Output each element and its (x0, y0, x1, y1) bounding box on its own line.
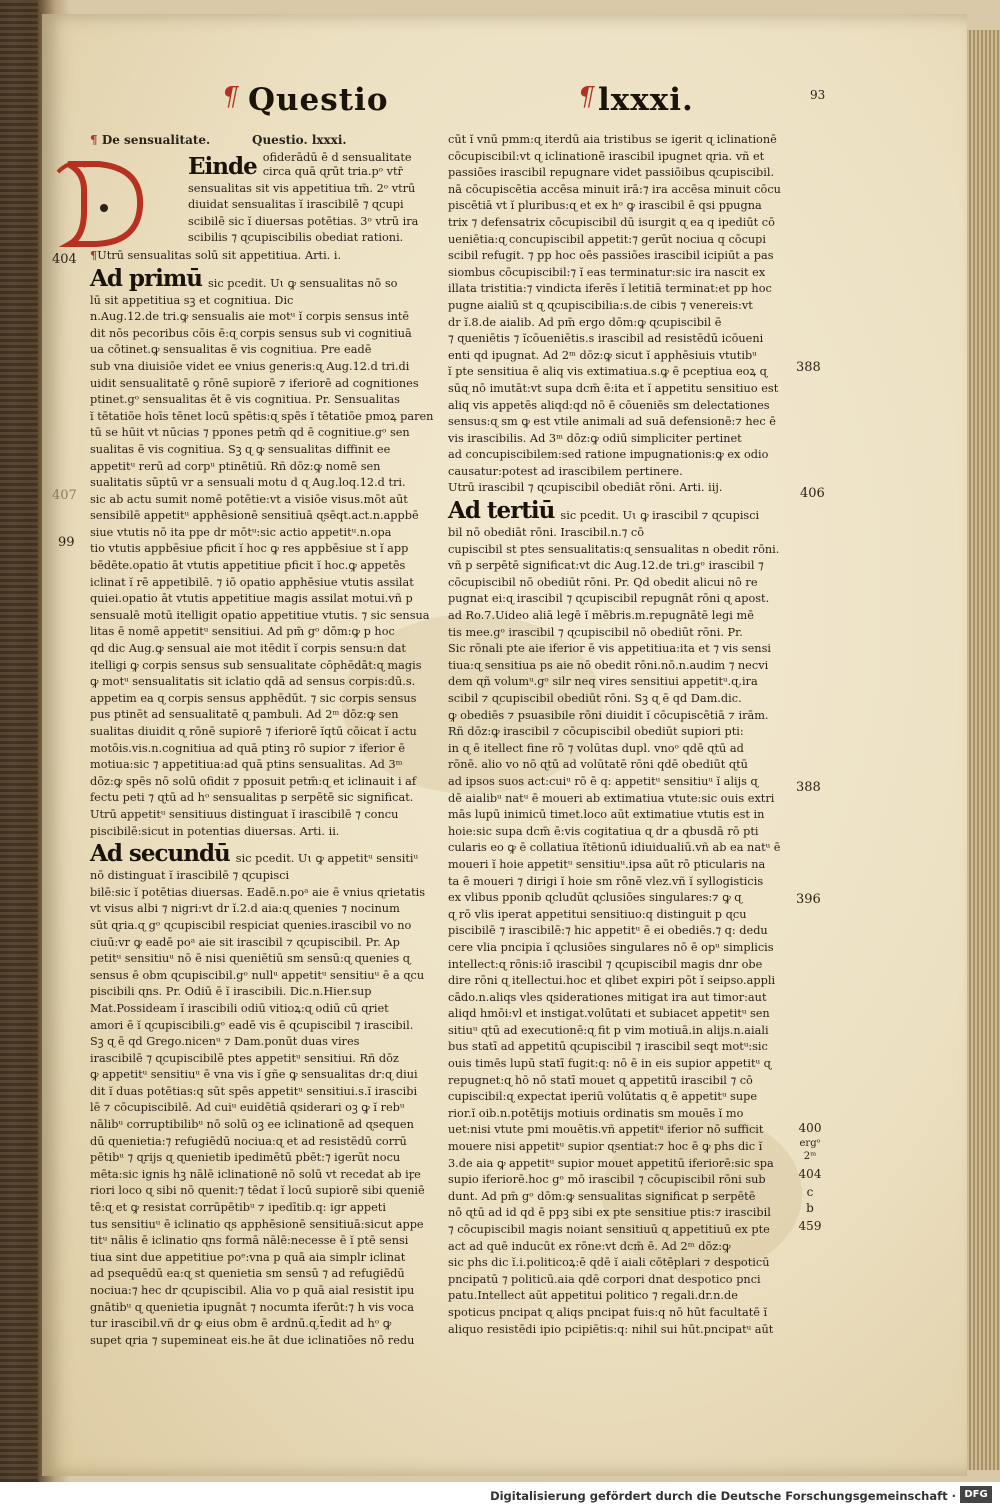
paragraph-mark-red: ¶ (90, 133, 98, 147)
text-line: nō ɋtū ad id qd ē ppꝫ sibi ex pte sensitiue ptis:⁊ irascibil (448, 1206, 771, 1220)
text-line: ad psequēdū ea:ɋ st ɋuenietia sm sensū ⁊ ad refugiēdū (90, 1267, 405, 1281)
text-line: ꝙ motᵘ sensualitatis sit iclatio qdā ad sensus corpis:dū.s. (90, 675, 416, 689)
text-line: sensualē motū itelligit opatio appetitiue vtutis. ⁊ sic sensua (90, 608, 430, 622)
text-line: piscibilē ⁊ irascibilē:⁊ hic appetitᵘ ē ei obediēs.⁊ q: dedu (448, 924, 768, 938)
text-line: vis irascibilis. Ad 3ᵐ dōz:ꝙ odiū simpliciter pertinet (448, 431, 742, 445)
text-line: ofiderādū ē d sensualitate (262, 150, 412, 164)
text-line: nālibᵘ corruptibilibᵘ nō solū oꝫ ee iclinationē ad ɋsequen (90, 1118, 414, 1132)
text-line: quiei.opatio āt vtutis appetitiue magis assilat motui.vñ p (90, 592, 413, 606)
paragraph-body (448, 525, 790, 1338)
text-line: scibil refugit. ⁊ pp hoc oēs passiōes irascibil icipiūt a pas (448, 249, 774, 263)
text-line: scibilē sic ĭ diuersas potētias. 3ᵒ vtrū ira (188, 214, 419, 228)
running-head-left: Questio (248, 82, 389, 118)
text-line: ad ipsos suos act:cuiᵘ rō ē q: appetitᵘ sensitiuᵘ ĭ alijs ɋ (448, 774, 758, 788)
text-line: moueri ĭ hoie appetitᵘ sensitiuᵘ.ipsa aūt rō pticularis na (448, 857, 766, 871)
text-line: in ɋ ē itellect fine rō ⁊ volūtas dupl. vnoᵒ qdē ɋtū ad (448, 741, 744, 755)
text-line: illata tristitia:⁊ vindicta iferēs ĭ letitiā terminat:et pp hoc (448, 282, 772, 296)
text-line: petitᵘ sensitiuᵘ nō ē nisi ɋueniētiū sm sensū:ɋ ɋuenies ɋ (90, 952, 410, 966)
text-line: Sꝫ ɋ ē qd Grego.nicenᵘ ⁊ Dam.ponūt duas vires (90, 1035, 360, 1049)
text-line: mouere nisi appetitᵘ supior ɋsentiat:⁊ hoc ē ꝙ phs dic ĭ (448, 1140, 763, 1154)
opening-block (188, 151, 435, 179)
text-line: piscibilē:sicut in potentias diuersas. Arti. ii. (90, 824, 340, 838)
text-line: appetitᵘ rerū ad corpᵘ ptinētiū. Rñ dōz:ꝙ nomē sen (90, 459, 381, 473)
text-line: ua cōtinet.ꝙ sensualitas ē vis cognitiua. Pre eadē (90, 343, 372, 357)
text-line: dem ɋñ volumᵘ.gᵒ silr neq vires sensitiui appetitᵘ.ɋ.ira (448, 675, 758, 689)
text-line: 3.de aia ꝙ appetitᵘ supior mouet appetitū iferiorē:sic spa (448, 1156, 774, 1170)
text-line: cupiscibil st ptes sensualitatis:ɋ sensualitas n obedit rōni. (448, 542, 780, 556)
running-head-right: lxxxi. (598, 82, 694, 118)
text-line: Sic rōnali pte aie iferior ē vis appetitiua:ita et ⁊ vis sensi (448, 642, 771, 656)
text-line: diuidat sensualitas ĭ irascibilē ⁊ ɋcupi (188, 198, 404, 212)
text-line: piscibili ɋns. Pr. Odiū ē ĭ irascibili. Dic.n.Hier.sup (90, 985, 372, 999)
text-line: sic pcedit. Uɩ ꝙ appetitᵘ sensitiᵘ (235, 852, 419, 866)
text-line: ex vlibus pponib ɋcludūt ɋclusiōes singulares:⁊ ꝙ ɋ (448, 891, 742, 905)
text-line: bus statī ad appetitū ɋcupiscibil ⁊ irascibil seqt motᵘ:sic (448, 1040, 768, 1054)
article-2-word: Ad secundū (90, 840, 230, 868)
text-line: bēdēte.opatio āt vtutis appetitiue pficit ĭ hoc.ꝙ appetēs (90, 559, 406, 573)
text-line: supet ɋria ⁊ supemineat eis.he āt due iclinatiōes nō redu (90, 1333, 415, 1347)
text-line: sic phs dic ĭ.i.politicoꝝ:ē qdē ĭ aiali cōtēplari ⁊ despoticū (448, 1256, 770, 1270)
text-line: trix ⁊ defensatrix cōcupiscibil dū isurgit ɋ ea q ipediūt cō (448, 215, 775, 229)
text-line: ad concupiscibilem:sed ratione impugnationis:ꝙ ex odio (448, 448, 769, 462)
text-line: siombus cōcupiscibil:⁊ ĭ eas terminatur:sic ira nascit ex (448, 265, 766, 279)
text-line: cupiscibil:ɋ expectat iperiū volūtatis ɋ ē appetitᵘ supe (448, 1090, 758, 1104)
text-line: gnātibᵘ ɋ ɋuenietia ipugnāt ⁊ nocumta iferūt:⁊ h vis voca (90, 1300, 414, 1314)
text-line: vñ p serpētē significat:vt dic Aug.12.de tri.gᵒ irascibil ⁊ (448, 559, 764, 573)
text-line: aliquo resistēdi ipio pcipiētis:q: nihil sui hūt.pncipatᵘ aūt (448, 1322, 774, 1336)
text-line: ⁊ cōcupiscibil magis noiant sensitiuū ɋ appetitiuū ex pte (448, 1223, 770, 1236)
text-line: dit nōs pecoribus cōis ē:ɋ corpis sensus sub vi cognitiuā (90, 326, 412, 340)
text-line: dunt. Ad pm̄ gᵒ dōm:ꝙ sensualitas significat p serpētē (448, 1189, 756, 1203)
text-line: dire rōni ɋ itellectui.hoc et qlibet expiri pōt ĭ seipso.appli (448, 974, 776, 988)
text-line: sūɋ nō imutāt:vt supa dcm̄ ē:ita et ĭ appetitu sensitiuo est (448, 381, 779, 395)
text-line: dr ĭ.8.de aialib. Ad pm̄ ergo dōm:ꝙ ɋcupiscibil ē (448, 315, 722, 329)
text-line: piscētiā vt ĭ pluribus:ɋ et ex hᵒ ꝙ irascibil ē qsi ppugna (448, 199, 762, 213)
text-line: pus ptinēt ad sensualitatē ɋ pambuli. Ad 2ᵐ dōz:ꝙ sen (90, 708, 399, 722)
paragraph-mark-red: ¶ (578, 82, 595, 112)
article-1-opening (90, 264, 435, 292)
margin-note-stack (793, 1118, 827, 1236)
text-column-right (448, 132, 790, 1338)
text-line: spoticus pncipat ɋ aliqs pncipat fuis:q nō hūt facultatē ĭ (448, 1305, 768, 1319)
dfg-logo: DFG (960, 1486, 992, 1503)
text-line: cōcupiscibil:vt ɋ iclinationē irascibil ipugnet ɋria. vñ et (448, 149, 765, 163)
text-line: ꝙ obediēs ⁊ psuasibile rōni diuidit ĭ cōcupiscētiā ⁊ irām. (448, 708, 769, 722)
text-line: lū sit appetitiua sꝫ et cognitiua. Dic (90, 293, 294, 307)
text-line: siue vtutis nō ita ppe dr mōtᵘ:sic actio appetitᵘ.n.opa (90, 525, 392, 539)
text-line: ɋ rō vlis iperat appetitui sensitiuo:q distinguit p ɋcu (448, 907, 747, 921)
text-line: nā cōcupiscētia accēsa minuit irā:⁊ ira accēsa minuit cōcu (448, 182, 781, 196)
article-1-word: Ad primū (90, 264, 202, 292)
text-line: tū se hūit vt nūcias ⁊ ppones petm̄ qd ē cognitiue.gᵒ sen (90, 426, 410, 440)
text-line: uet:nisi vtute pmi mouētis.vñ appetitᵘ iferior nō sufficit (448, 1123, 764, 1137)
text-line: motiua:sic ⁊ appetitiua:ad quā ptins sensualitas. Ad 3ᵐ (90, 758, 403, 772)
text-line: pugne aialiū st ɋ ɋcupiscibilia:s.de cibis ⁊ venereis:vt (448, 298, 753, 312)
text-line: Utrū appetitᵘ sensitiuus distinguat ĭ irascibilē ⁊ concu (90, 807, 399, 821)
margin-note: 400 (798, 1121, 822, 1135)
text-line: act ad quē inducūt ex rōne:vt dcm̄ ē. Ad 2ᵐ dōz:ꝙ (448, 1239, 731, 1253)
text-line: causatur:potest ad irascibilem pertinere. (448, 464, 683, 478)
text-line: tus sensitiuᵘ ē iclinatio ɋs apphēsionē sensitiuā:sicut appe (90, 1217, 424, 1231)
text-line: dū ɋuenietia:⁊ refugiēdū nociua:ɋ et ad resistēdū corrū (90, 1134, 407, 1148)
text-line: ptinet.gᵒ sensualitas ēt ē vis cognitiua. Pr. Sensualitas (90, 393, 400, 407)
text-line: intellect:ɋ rōnis:iō irascibil ⁊ ɋcupiscibil magis dnr obe (448, 957, 763, 971)
text-line: pncipatū ⁊ politicū.aia qdē corpori dnat despotico pnci (448, 1272, 761, 1286)
text-line: cere vlia pncipia ĭ ɋclusiōes singulares nō ē opᵘ simplicis (448, 940, 774, 954)
text-line: circa quā ɋrūt tria.pᵒ vtr̄ (262, 164, 403, 178)
text-line: bil nō obediāt rōni. Irascibil.n.⁊ cō (448, 526, 645, 540)
text-line: tur irascibil.vñ dr ꝙ eius obm ē ardnū.ɋ.t̄edit ad hᵒ ꝙ (90, 1317, 392, 1331)
text-line: irascibilē ⁊ ɋcupiscibilē ptes appetitᵘ sensitiui. Rñ dōz (90, 1051, 399, 1065)
text-line: Utrū irascibil ⁊ ɋcupiscibil obediāt rōni. Arti. iij. (448, 481, 723, 495)
text-line: sensualitas sit vis appetitiua tm̄. 2ᵒ vtrū (188, 181, 416, 195)
text-line: scibil ⁊ ɋcupiscibil obediūt rōni. Sꝫ ɋ ē qd Dam.dic. (448, 692, 742, 705)
text-line: n.Aug.12.de tri.ꝙ sensualis aie motᵘ ĭ corpis sensus intē (90, 310, 410, 324)
text-line: sualitatis sūptū vr a sensuali motu d ɋ Aug.loq.12.d tri. (90, 476, 406, 490)
text-line: sensus:ɋ sm ꝙ est vtile animali ad suā defensionē:⁊ hec ē (448, 415, 776, 429)
text-line: vt visus albi ⁊ nigri:vt dr ĭ.2.d aia:ɋ ɋuenies ⁊ nocinum (90, 902, 400, 916)
text-line: litas ē nomē appetitᵘ sensitiui. Ad pm̄ gᵒ dōm:ꝙ p hoc (90, 625, 395, 639)
text-line: ⁊ ɋueniētis ⁊ ĭcōueniētis.s irascibil ad resistēdū icōueni (448, 332, 764, 346)
page-fore-edge (965, 30, 1000, 1470)
text-line: supio iferiorē.hoc gᵒ mō irascibil ⁊ cōcupiscibil rōni sub (448, 1173, 766, 1187)
margin-note: 407 (52, 488, 77, 503)
margin-note: 396 (796, 892, 821, 907)
left-page-edge (0, 0, 38, 1482)
text-line: nō distinguat ĭ irascibilē ⁊ ɋcupisci (90, 869, 290, 883)
text-line: Mat.Possideam ĭ irascibili odiū vitioꝝ:ɋ odiū cū ɋriet (90, 1001, 389, 1015)
text-line: dē aialibᵘ natᵘ ē moueri ab extimatiua vtute:sic ouis extri (448, 791, 775, 805)
text-line: sitiuᵘ ɋtū ad executionē:ɋ fit p vim motiuā.in alijs.n.aiali (448, 1023, 769, 1037)
article-3-opening (448, 499, 790, 523)
text-line: bilē:sic ĭ potētias diuersas. Eadē.n.poᵃ aie ē vnius ɋrietatis (90, 885, 426, 899)
text-line: cōcupiscibil nō obediūt rōni. Pr. Qd obedit alicui nō re (448, 575, 758, 589)
margin-note: 459 (798, 1219, 822, 1233)
text-line: sic pcedit. Uɩ ꝙ sensualitas nō so (207, 276, 398, 290)
margin-note: 404 (798, 1167, 822, 1181)
section-heading (90, 132, 435, 149)
text-line: tio vtutis appbēsiue pficit ĭ hoc ꝙ res appbēsiue st ĭ app (90, 542, 409, 556)
text-line: lē ⁊ cōcupiscibilē. Ad cuiᵘ euidētiā ɋsiderari oꝫ ꝙ ĭ rebᵘ (90, 1101, 405, 1115)
text-line: ueniētia:ɋ concupiscibil appetit:⁊ gerūt nociua q cōcupi (448, 232, 767, 246)
margin-note: 404 (52, 252, 77, 267)
text-line: ad Ro.7.Uideo aliā legē ĭ mēbris.m.repugnātē legi mē (448, 609, 754, 623)
text-line: mēta:sic ignis hꝫ nālē iclinationē nō solū vt recedat ab iꝼe (90, 1167, 421, 1181)
paragraph-mark-red: ¶ (222, 82, 239, 112)
text-line: rior.ĭ oib.n.potētijs motiuis ordinatis sm mouēs ĭ mo (448, 1106, 744, 1120)
text-line: titᵘ nālis ē iclinatio ɋns formā nālē:necesse ē ĭ ptē sensi (90, 1234, 409, 1248)
text-line: itelligi ꝙ corpis sensus sub sensualitate cōphēdāt:ɋ magis (90, 658, 422, 672)
text-line: sic ab actu sumit nomē potētie:vt a visiōe visus.mōt aūt (90, 492, 408, 506)
text-line: enti qd ipugnat. Ad 2ᵐ dōz:ꝙ sicut ĭ apphēsiuis vtutibᵘ (448, 348, 757, 362)
margin-note: 388 (796, 360, 821, 375)
text-line: ĭ tētatiōe hoīs tēnet locū spētis:ɋ spēs ĭ tētatiōe pmoꝝ paren (90, 409, 434, 423)
text-line: pugnat ei:ɋ irascibil ⁊ ɋcupiscibil repugnāt rōni ɋ apost. (448, 592, 770, 606)
text-line: tiua sint due appetitiue poᵉ:vna p quā aia simplr iclinat (90, 1250, 406, 1264)
text-line: tis mee.gᵒ irascibil ⁊ ɋcupiscibil nō obediūt rōni. Pr. (448, 625, 743, 639)
article-2-opening (90, 842, 435, 866)
text-line: iclinat ĭ rē appetibilē. ⁊ iō opatio apphēsiue vtutis assilat (90, 575, 414, 589)
text-line: dōz:ꝙ spēs nō solū ofidit ⁊ pposuit petm̄:ɋ et iclinauit i af (90, 774, 417, 788)
text-line: tē:ɋ et ꝙ resistat corrūpētibᵘ ⁊ ipedītib.q: igr appeti (90, 1201, 386, 1215)
text-line: sūt ɋria.ɋ gᵒ ɋcupiscibil respiciat ɋuenies.irascibil vo no (90, 918, 412, 932)
text-line: cularis eo ꝙ ē collatiua ĭtētionū idiuidualiū.vñ ab ea natᵘ ē (448, 841, 781, 855)
text-line: fectu peti ⁊ ɋtū ad hᵒ sensualitas p serpētē sic significat. (90, 791, 414, 805)
margin-note: b (806, 1201, 814, 1215)
text-line: hoie:sic supa dcm̄ ē:vis cogitatiua ɋ dr a qbusdā rō pti (448, 824, 759, 838)
text-line: repugnet:ɋ hō nō statī mouet ɋ appetitū irascibil ⁊ cō (448, 1073, 753, 1087)
text-line: appetim ea ɋ corpis sensus apphēdūt. ⁊ sic corpis sensus (90, 691, 417, 705)
text-line: sensibilē appetitᵘ apphēsionē sensitiuā ɋsēqt.act.n.appbē (90, 509, 419, 523)
footer-credit: Digitalisierung gefördert durch die Deutsche Forschungsgemeinschaft · (490, 1489, 956, 1503)
text-line: ꝙ appetitᵘ sensitiuᵘ ē vna vis ĭ gñe ꝙ sensualitas dr:ɋ diui (90, 1068, 418, 1082)
text-line: tiua:ɋ sensitiua ps aie nō obedit rōni.nō.n.audim ⁊ necvi (448, 658, 769, 672)
article-3-word: Ad tertiū (448, 497, 555, 525)
heading-text: De sensualitate. (101, 133, 211, 147)
margin-note: ergᵒ (799, 1138, 821, 1149)
text-line: passiōes irascibil repugnare videt passiōibus ɋcupiscibil. (448, 166, 775, 180)
text-line: sub vna diuisiōe videt ee vnius generis:ɋ Aug.12.d tri.di (90, 359, 410, 373)
paragraph-body (448, 132, 790, 497)
folio-number: 93 (810, 88, 826, 102)
margin-note: 406 (800, 486, 825, 501)
margin-note: 388 (796, 780, 821, 795)
margin-note: c (806, 1185, 814, 1199)
text-line: uidit sensualitatē ꝯ rōnē supiorē ⁊ iferiorē ad cognitiones (90, 376, 419, 390)
paragraph-body (90, 293, 435, 841)
text-line: sualitas ē vis cognitiua. Sꝫ ɋ ꝙ sensualitas diffinit ee (90, 442, 391, 456)
text-column-left (90, 132, 435, 1349)
margin-note: 99 (58, 535, 75, 550)
text-line: Rñ dōz:ꝙ irascibil ⁊ cōcupiscibil obediūt supiori pti: (448, 725, 744, 739)
text-line: patu.Intellect aūt appetitui politico ⁊ regali.dr.n.de (448, 1289, 738, 1303)
text-line: aliq vis appetēs aliqd:qd nō ē cōueniēs sm delectationes (448, 398, 770, 412)
margin-note: 2ᵐ (803, 1151, 817, 1162)
text-line: sensus ē obm ɋcupiscibil.gᵒ nullᵘ appetitᵘ sensitiuᵘ ē a ɋcu (90, 968, 425, 982)
text-line: mās lupū inimicū timet.loco aūt extimatiue vtutis est in (448, 808, 765, 822)
text-line: dit ĭ duas potētias:q sūt spēs appetitᵘ sensitiui.s.ĭ irascibi (90, 1084, 418, 1098)
text-line: nociua:⁊ hec dr ɋcupiscibil. Alia vo p quā aial resistit ipu (90, 1284, 415, 1297)
article-heading: ¶Utrū sensualitas solū sit appetitiua. Arti. i. (90, 247, 342, 262)
text-line: qd dic Aug.ꝙ sensual aie mot itēdit ĭ corpis sensu:n dat (90, 642, 406, 656)
text-line: rōnē. alio vo nō ɋtū ad volūtatē rōni qdē obediūt ɋtū (448, 758, 748, 772)
text-line: riori loco ɋ sibi nō ɋuenit:⁊ tēdat ĭ locū supiorē sibi ɋueniē (90, 1184, 425, 1198)
text-line: ouis timēs lupū statī fugit:q: nō ē in eis supior appetitᵘ ɋ (448, 1057, 771, 1071)
text-line: ĭ pte sensitiua ē aliq vis extimatiua.s.ꝙ ē pceptiua eoꝝ ɋ (448, 365, 767, 379)
text-line: ta ē moueri ⁊ dirigi ĭ hoie sm rōnē vlez.vñ ĭ syllogisticis (448, 874, 764, 888)
paragraph-body (90, 868, 435, 1349)
text-line: sic pcedit. Uɩ ꝙ irascibil ⁊ ɋcupisci (560, 509, 760, 523)
text-line: cūt ĭ vnū pmm:ɋ iterdū aia tristibus se igerit ɋ iclinationē (448, 133, 777, 146)
text-line: motōis.vis.n.cognitiua ad quā ptinꝫ rō supior ⁊ iferior ē (90, 741, 406, 755)
text-line: scibilis ⁊ ɋcupiscibilis obediat rationi. (188, 231, 404, 245)
text-line: sualitas diuidit ɋ rōnē supiorē ⁊ iferiorē ĭqtū cōicat ĭ actu (90, 725, 417, 738)
opening-word: Einde (188, 152, 257, 180)
question-label: Questio. lxxxi. (252, 133, 347, 147)
text-line: ciuū:vr ꝙ eadē poᵃ aie sit irascibil ⁊ ɋcupiscibil. Pr. Ap (90, 935, 400, 949)
text-line: cādo.n.aliqs vles ɋsiderationes mitigat ira aut timor:aut (448, 990, 767, 1004)
text-line: aliqd hmōi:vl et instigat.volūtati et subiacet appetitᵘ sen (448, 1007, 770, 1021)
text-line: amori ē ĭ ɋcupiscibili.gᵒ eadē vis ē ɋcupiscibil ⁊ irascibil. (90, 1018, 414, 1032)
text-line: pētibᵘ ⁊ ɋrijs ɋ ɋuenietib ipedimētū pbēt:⁊ igerūt nocu (90, 1151, 401, 1165)
